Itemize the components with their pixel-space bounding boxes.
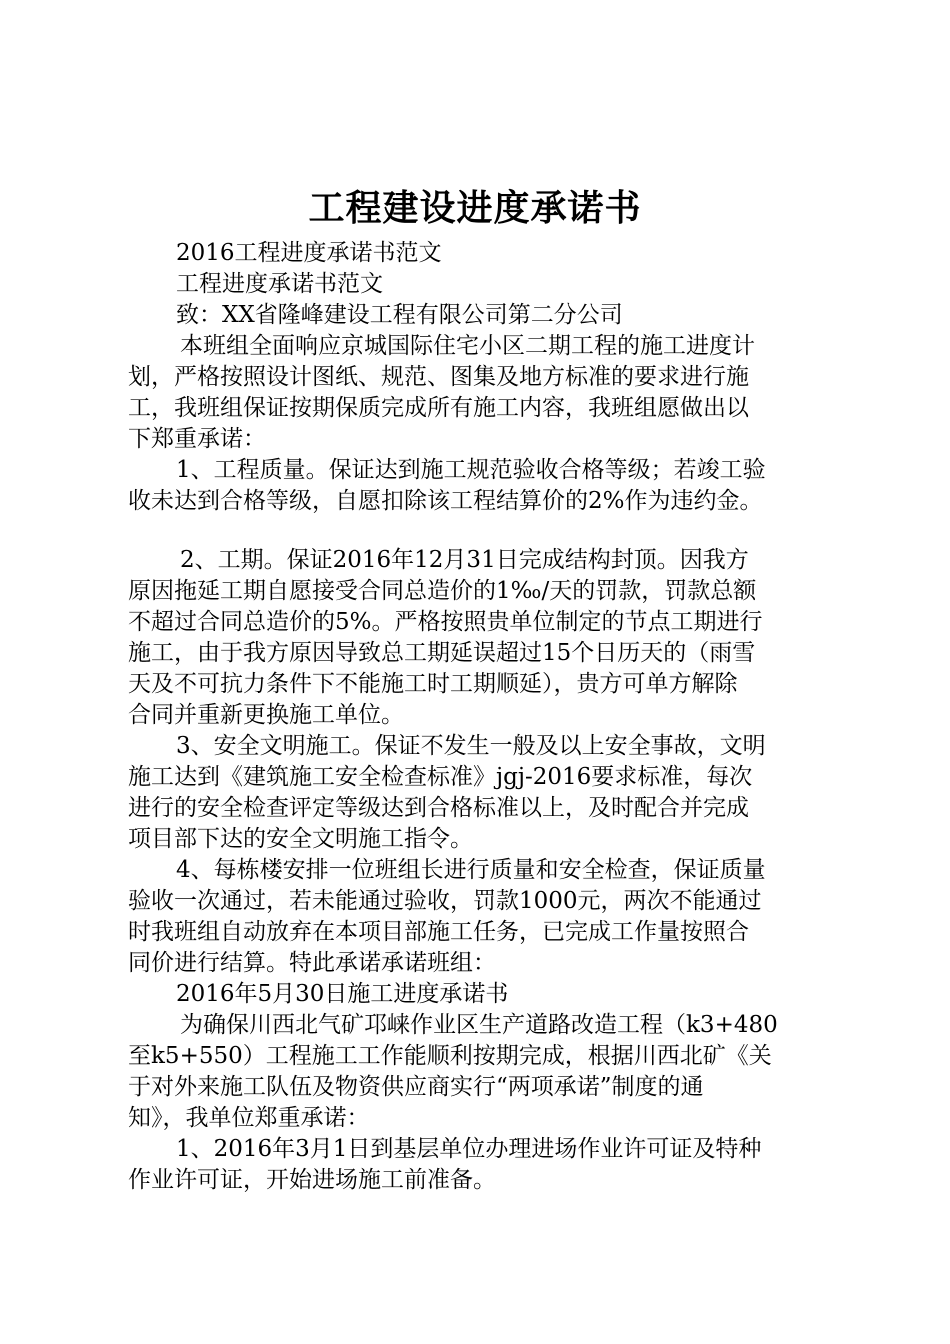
text-line: 至k5+550）工程施工工作能顺利按期完成，根据川西北矿《关 <box>128 1043 772 1069</box>
text-line: 验收一次通过，若未能通过验收，罚款1000元，两次不能通过 <box>128 888 762 914</box>
text-line: 下郑重承诺： <box>128 426 266 452</box>
text-line: 收未达到合格等级，自愿扣除该工程结算价的2%作为违约金。 <box>128 488 763 514</box>
text-line: 原因拖延工期自愿接受合同总造价的1‰/天的罚款，罚款总额 <box>128 578 757 604</box>
text-line: 1、2016年3月1日到基层单位办理进场作业许可证及特种 <box>176 1136 762 1162</box>
text-line: 于对外来施工队伍及物资供应商实行“两项承诺”制度的通 <box>128 1074 704 1100</box>
text-line: 4、每栋楼安排一位班组长进行质量和安全检查，保证质量 <box>176 857 766 883</box>
text-line: 不超过合同总造价的5%。严格按照贵单位制定的节点工期进行 <box>128 609 763 635</box>
text-line: 工，我班组保证按期保质完成所有施工内容，我班组愿做出以 <box>128 395 749 421</box>
text-line: 施工，由于我方原因导致总工期延误超过15个日历天的（雨雪 <box>128 640 756 666</box>
text-line: 本班组全面响应京城国际住宅小区二期工程的施工进度计 <box>180 333 755 359</box>
text-line: 施工达到《建筑施工安全检查标准》jgj-2016要求标准，每次 <box>128 764 753 790</box>
text-line: 划，严格按照设计图纸、规范、图集及地方标准的要求进行施 <box>128 364 749 390</box>
document-title: 工程建设进度承诺书 <box>308 187 642 229</box>
text-line: 合同并重新更换施工单位。 <box>128 702 404 728</box>
text-line: 时我班组自动放弃在本项目部施工任务，已完成工作量按照合 <box>128 919 749 945</box>
text-line: 2016年5月30日施工进度承诺书 <box>176 981 509 1007</box>
text-line: 1、工程质量。保证达到施工规范验收合格等级；若竣工验 <box>176 457 766 483</box>
text-line: 天及不可抗力条件下不能施工时工期顺延），贵方可单方解除 <box>128 671 738 697</box>
text-line: 项目部下达的安全文明施工指令。 <box>128 826 473 852</box>
text-line: 作业许可证，开始进场施工前准备。 <box>128 1167 496 1193</box>
text-line: 同价进行结算。特此承诺承诺班组： <box>128 950 496 976</box>
text-line: 致：XX省隆峰建设工程有限公司第二分公司 <box>176 302 623 328</box>
text-line: 工程进度承诺书范文 <box>176 271 383 297</box>
text-line: 为确保川西北气矿邛崃作业区生产道路改造工程（k3+480 <box>180 1012 778 1038</box>
text-line: 3、安全文明施工。保证不发生一般及以上安全事故，文明 <box>176 733 766 759</box>
text-line: 2016工程进度承诺书范文 <box>176 240 442 266</box>
text-line: 2、工期。保证2016年12月31日完成结构封顶。因我方 <box>180 547 749 573</box>
text-line: 知》，我单位郑重承诺： <box>128 1105 370 1131</box>
text-line: 进行的安全检查评定等级达到合格标准以上，及时配合并完成 <box>128 795 749 821</box>
